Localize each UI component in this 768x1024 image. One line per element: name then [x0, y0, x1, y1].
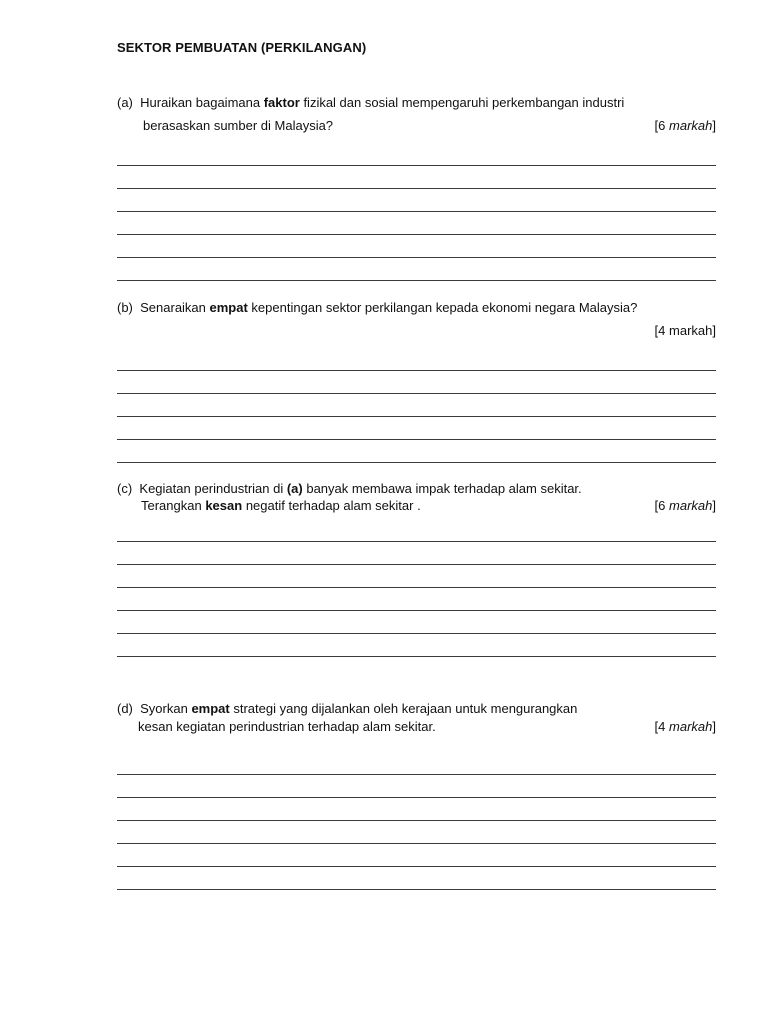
question-text: Syorkan: [140, 701, 192, 716]
answer-line[interactable]: [117, 188, 716, 189]
answer-line[interactable]: [117, 564, 716, 565]
question-text: banyak membawa impak terhadap alam sekitar.: [302, 481, 582, 496]
question-keyword: kesan: [205, 498, 243, 513]
marks-d: [4 markah]: [654, 719, 716, 734]
answer-line[interactable]: [117, 587, 716, 588]
question-label: (a): [117, 95, 133, 110]
answer-line[interactable]: [117, 541, 716, 542]
question-b-line1: [117, 300, 637, 316]
answer-line[interactable]: [117, 462, 716, 463]
answer-line[interactable]: [117, 165, 716, 166]
marks-b: [4 markah]: [654, 323, 716, 338]
answer-line[interactable]: [117, 774, 716, 775]
answer-line[interactable]: [117, 234, 716, 235]
question-text: Senaraikan: [140, 300, 210, 315]
question-keyword: empat: [209, 300, 248, 315]
question-text: negatif terhadap alam sekitar .: [242, 498, 421, 513]
question-text: berasaskan sumber di Malaysia?: [143, 118, 334, 133]
question-text: kesan kegiatan perindustrian terhadap alam sekitar.: [138, 719, 436, 734]
marks-c: [6 markah]: [654, 498, 716, 513]
question-label: (c): [117, 481, 133, 496]
answer-line[interactable]: [117, 633, 716, 634]
question-text: kepentingan sektor perkilangan kepada ekonomi negara Malaysia?: [247, 300, 638, 315]
question-c-line1: [117, 481, 582, 497]
answer-line[interactable]: [117, 211, 716, 212]
answer-line[interactable]: [117, 416, 716, 417]
question-a-line2: [143, 118, 333, 134]
question-label: (b): [117, 300, 133, 315]
question-d-line1: [117, 701, 577, 717]
answer-line[interactable]: [117, 393, 716, 394]
question-text: Huraikan bagaimana: [140, 95, 264, 110]
answer-line[interactable]: [117, 610, 716, 611]
answer-line[interactable]: [117, 656, 716, 657]
question-text: Kegiatan perindustrian di: [139, 481, 287, 496]
answer-line[interactable]: [117, 797, 716, 798]
question-text: Terangkan: [141, 498, 206, 513]
answer-line[interactable]: [117, 820, 716, 821]
answer-line[interactable]: [117, 866, 716, 867]
question-keyword: faktor: [263, 95, 300, 110]
question-keyword: empat: [191, 701, 230, 716]
marks-a: [6 markah]: [654, 118, 716, 133]
answer-line[interactable]: [117, 439, 716, 440]
answer-line[interactable]: [117, 257, 716, 258]
question-label: (d): [117, 701, 133, 716]
answer-line[interactable]: [117, 843, 716, 844]
question-a-line1: [117, 95, 624, 111]
question-c-line2: [141, 498, 421, 514]
answer-line[interactable]: [117, 370, 716, 371]
question-d-line2: [138, 719, 436, 735]
answer-line[interactable]: [117, 889, 716, 890]
question-keyword: (a): [286, 481, 303, 496]
answer-line[interactable]: [117, 280, 716, 281]
question-text: fizikal dan sosial mempengaruhi perkembangan industri: [299, 95, 625, 110]
page-title: SEKTOR PEMBUATAN (PERKILANGAN): [117, 40, 367, 55]
question-text: strategi yang dijalankan oleh kerajaan untuk mengurangkan: [229, 701, 578, 716]
